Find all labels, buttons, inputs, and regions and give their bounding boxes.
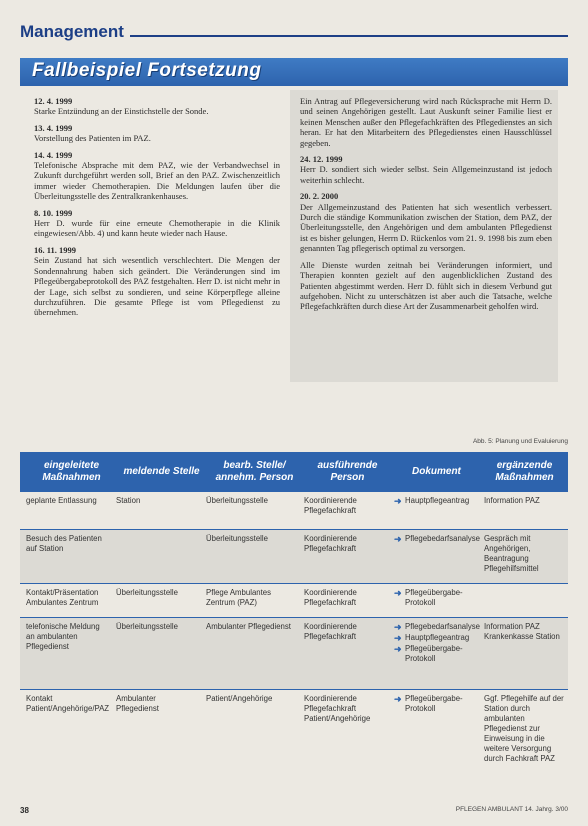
- left-column: [34, 96, 280, 324]
- case-study-banner: [20, 58, 568, 86]
- table-cell: Koordinierende Pflegefachkraft: [304, 588, 357, 607]
- page-footer: [20, 806, 568, 816]
- table-cell: Koordinierende Pflegefachkraft: [304, 534, 357, 553]
- table-cell: Pflege Ambulantes Zentrum (PAZ): [206, 588, 272, 607]
- log-entry: [300, 96, 552, 148]
- log-entry: [300, 191, 552, 253]
- entry-date: 12. 4. 1999: [34, 96, 73, 106]
- entry-text: Telefonische Absprache mit dem PAZ, wie der Verbandwechsel in Zukunft durchgeführt werden soll, Brief an den PAZ. Zwischenzeitlich immer wieder Chemotherapien. Die Meldungen laufen über die Überleitungsstelle des Zentralkrankenhauses.: [34, 160, 280, 202]
- entry-text: Starke Entzündung an der Einstichstelle der Sonde.: [34, 106, 209, 117]
- table-cell: Überleitungsstelle: [116, 622, 178, 631]
- log-entry: [34, 208, 280, 239]
- banner-title: Fallbeispiel Fortsetzung: [32, 60, 262, 81]
- document-item: [394, 534, 480, 544]
- document-item: [394, 496, 476, 506]
- log-entry: [300, 260, 552, 312]
- table-cell: Koordinierende Pflegefachkraft: [304, 496, 357, 515]
- document-cell: [390, 584, 480, 618]
- table-header: [20, 452, 568, 492]
- document-label: Hauptpflegeantrag: [405, 633, 470, 642]
- entry-text: Herr D. wurde für eine erneute Chemotherapie in die Klinik eingewiesen/Abb. 4) und kann heute wieder nach Hause.: [34, 218, 280, 239]
- header-cell: Dokument: [412, 466, 461, 477]
- table-row: [20, 618, 568, 690]
- table-cell: Ggf. Pflegehilfe auf der Station durch ambulanten Pflegedienst zur Einweisung in die weitere Versorgung durch Fachkraft PAZ: [484, 694, 564, 763]
- document-cell: [390, 492, 480, 530]
- table-row: [20, 584, 568, 618]
- entry-date: 24. 12. 1999: [300, 154, 343, 165]
- document-item: [394, 633, 476, 643]
- header-cell: bearb. Stelle/ annehm. Person: [215, 460, 294, 483]
- table-cell: Information PAZ: [484, 496, 540, 505]
- table-cell: Kontakt/Präsentation Ambulantes Zentrum: [26, 588, 99, 607]
- arrow-right-icon: ➜: [394, 622, 402, 632]
- table-cell: Ambulanter Pflegedienst: [206, 622, 291, 631]
- journal-name: PFLEGEN AMBULANT 14. Jahrg. 3/00: [455, 806, 568, 813]
- document-label: Pflegeübergabe-Protokoll: [405, 694, 463, 713]
- table-cell: Überleitungsstelle: [206, 534, 268, 543]
- table-cell: Ambulanter Pflegedienst: [116, 694, 159, 713]
- document-item: [394, 644, 476, 664]
- table-cell: Patient/Angehörige: [206, 694, 273, 703]
- table-cell: Überleitungsstelle: [206, 496, 268, 505]
- header-cell: eingeleitete Maßnahmen: [42, 460, 101, 483]
- section-title: Management: [20, 22, 124, 41]
- arrow-right-icon: ➜: [394, 534, 402, 544]
- log-entry: [34, 150, 280, 202]
- table-cell: Überleitungsstelle: [116, 588, 178, 597]
- header-cell: meldende Stelle: [123, 466, 200, 477]
- header-cell: ausführende Person: [317, 460, 378, 483]
- document-label: Pflegebedarfsanalyse: [405, 534, 480, 543]
- table-cell: Station: [116, 496, 141, 505]
- table-cell: [480, 584, 568, 618]
- figure-caption: Abb. 5: Planung und Evaluierung: [472, 438, 568, 445]
- page-number: 38: [20, 806, 29, 815]
- entry-date: 16. 11. 1999: [34, 244, 77, 255]
- entry-text: Der Allgemeinzustand des Patienten hat sich wesentlich verbessert. Durch die ständige Kommunikation zwischen der Station, dem PAZ, der Überleitungsstelle, den Angehörigen und dem ambulanten Pflegedienst ist es bisher gelungen, Herrn D. Rückenlos vom 21. 9. 1998 bis zum eben genannten Tag pflegerisch optimal zu versorgen.: [300, 201, 552, 254]
- table-cell: Information PAZ Krankenkasse Station: [484, 622, 560, 641]
- log-entry: [300, 154, 552, 185]
- entry-date: 20. 2. 2000: [300, 191, 339, 202]
- table-cell: Gespräch mit Angehörigen, Beantragung Pflegehilfsmittel: [484, 534, 539, 573]
- table-row: [20, 690, 568, 794]
- document-label: Pflegeübergabe-Protokoll: [405, 644, 463, 663]
- entry-date: 13. 4. 1999: [34, 122, 73, 133]
- document-cell: [390, 530, 480, 584]
- table-body: [20, 492, 568, 794]
- entry-text: Alle Dienste wurden zeitnah bei Veränderungen informiert, und Therapien konnten gezielt auf den augenblicklichen Zustand des Patienten abgestimmt werden. Herr D. fühlt sich in diesem Verbund gut aufgehoben. Nicht zu unterschätzen ist aber auch die Tatsache, welche Pflegefachkräften durch diese Art der Zusammenarbeit geholfen wird.: [300, 259, 552, 312]
- table-row: [20, 530, 568, 584]
- log-entry: [34, 245, 280, 318]
- table-cell: [112, 530, 202, 584]
- entry-text: Sein Zustand hat sich wesentlich verschlechtert. Die Mengen der Sondennahrung haben sich geändert. Die Veränderungen sind im Pflegeübergabeprotokoll des PAZ festgehalten. Herr D. ist nicht mehr in der Lage, sich selbst zu sondieren, und seine Körperpflege alleine durchzuführen. Die gesamte Pflege ist vom Pflegedienst zu übernehmen.: [34, 255, 280, 318]
- document-cell: [390, 690, 480, 794]
- table-cell: Besuch des Patienten auf Station: [26, 534, 102, 553]
- table-cell: geplante Entlassung: [26, 496, 97, 505]
- header-cell: ergänzende Maßnahmen: [495, 460, 554, 483]
- table-cell: Koordinierende Pflegefachkraft: [304, 622, 357, 641]
- entry-text: Ein Antrag auf Pflegeversicherung wird nach Rücksprache mit Herrn D. und seinen Angehörigen gestellt. Laut Auskunft seiner Familie liest er keinen Menschen außer den Pflegefachkräften des Pflegedienstes an sich heran. Er hat den Mitarbeitern des Pflegedienstes einen Hausschlüssel gegeben.: [300, 96, 552, 148]
- document-item: [394, 694, 476, 714]
- right-column: [300, 96, 552, 318]
- arrow-right-icon: ➜: [394, 633, 402, 643]
- section-header: [20, 18, 568, 40]
- arrow-right-icon: ➜: [394, 496, 402, 506]
- entry-date: 8. 10. 1999: [34, 207, 73, 218]
- document-item: [394, 588, 476, 608]
- table-row: [20, 492, 568, 530]
- entry-date: 14. 4. 1999: [34, 149, 73, 160]
- arrow-right-icon: ➜: [394, 588, 402, 598]
- planning-table: [20, 452, 568, 794]
- log-entry: [34, 96, 280, 117]
- document-item: [394, 622, 480, 632]
- entry-text: Herr D. sondiert sich wieder selbst. Sein Allgemeinzustand ist jedoch weiterhin schlecht.: [300, 164, 552, 185]
- log-entry: [34, 123, 280, 144]
- arrow-right-icon: ➜: [394, 694, 402, 704]
- arrow-right-icon: ➜: [394, 644, 402, 654]
- table-cell: Koordinierende Pflegefachkraft Patient/Angehörige: [304, 694, 371, 723]
- document-label: Pflegebedarfsanalyse: [405, 622, 480, 631]
- entry-text: Vorstellung des Patienten im PAZ.: [34, 133, 151, 144]
- document-label: Pflegeübergabe-Protokoll: [405, 588, 463, 607]
- table-cell: Kontakt Patient/Angehörige/PAZ: [26, 694, 110, 713]
- document-cell: [390, 618, 480, 690]
- table-cell: telefonische Meldung an ambulanten Pflegedienst: [26, 622, 100, 651]
- section-rule: [130, 35, 568, 37]
- document-label: Hauptpflegeantrag: [405, 496, 470, 505]
